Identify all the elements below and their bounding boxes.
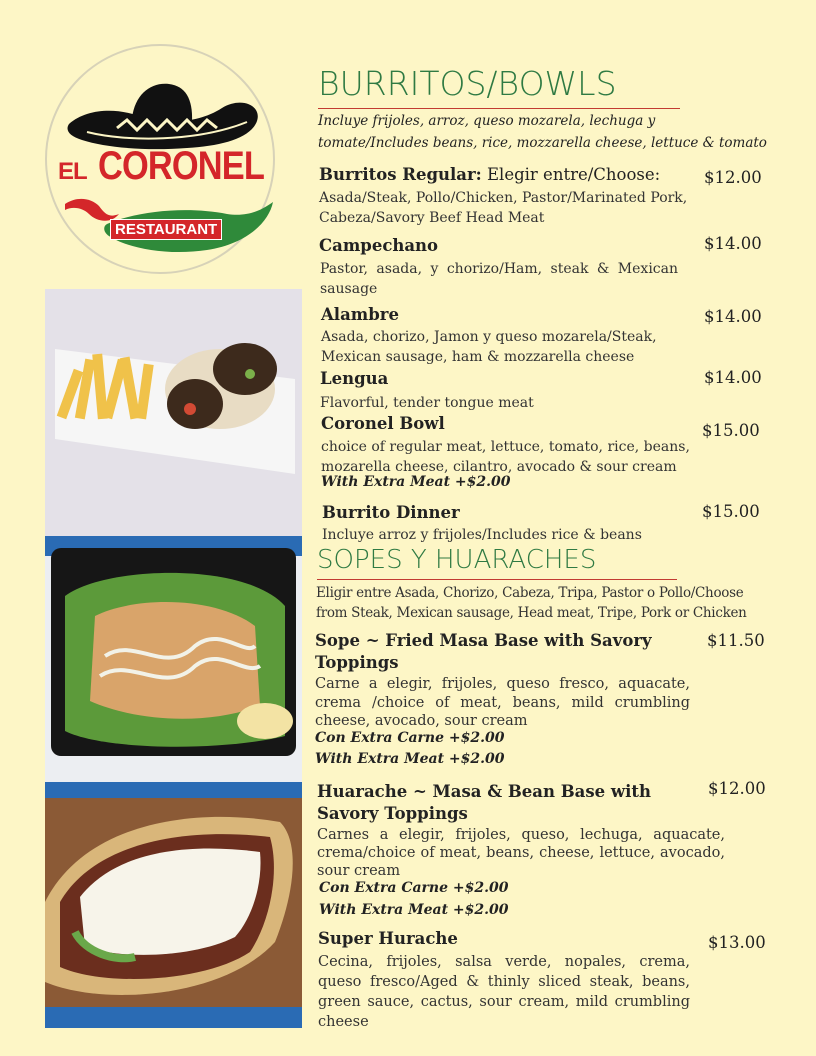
menu-item-name: Huarache ~ Masa & Bean Base with Savory Toppings: [317, 782, 651, 823]
menu-item-description: Cecina, frijoles, salsa verde, nopales, crema, queso fresco/Aged & thinly sliced steak, beans, green sauce, cactus, sour cream, mild crumbling cheese: [318, 954, 690, 1030]
menu-item-name: Super Hurache: [318, 929, 458, 948]
logo-el-text: EL: [58, 158, 87, 185]
menu-item-name: Coronel Bowl: [321, 414, 445, 433]
menu-item-price: $12.00: [704, 168, 762, 187]
menu-item-description: choice of regular meat, lettuce, tomato, rice, beans, mozarella cheese, cilantro, avocado & sour cream: [321, 439, 690, 475]
title-underline: [318, 108, 680, 109]
menu-item-price: $13.00: [708, 933, 766, 952]
coronel-bowl-photo: [45, 536, 302, 782]
huarache-photo: [45, 782, 302, 1028]
menu-item-description: Carne a elegir, frijoles, queso fresco, aquacate, crema /choice of meat, beans, mild crumbling cheese, avocado, sour cream: [315, 676, 690, 729]
menu-item-price: $11.50: [707, 631, 765, 650]
menu-item-description: Flavorful, tender tongue meat: [320, 395, 534, 411]
sopes-note: Eligir entre Asada, Chorizo, Cabeza, Tripa, Pastor o Pollo/Choose from Steak, Mexican sausage, Head meat, Tripe, Pork or Chicken: [316, 585, 747, 621]
extra-option: With Extra Meat +$2.00: [319, 902, 509, 918]
menu-item-name: Lengua: [320, 369, 389, 388]
menu-item-name: Alambre: [321, 305, 399, 324]
logo-restaurant-text: RESTAURANT: [110, 219, 222, 240]
extra-option: With Extra Meat +$2.00: [315, 751, 505, 767]
menu-item-description: Asada, chorizo, Jamon y queso mozarela/Steak, Mexican sausage, ham & mozzarella cheese: [321, 329, 657, 365]
logo-name-text: CORONEL: [98, 144, 264, 188]
title-underline: [317, 579, 677, 580]
menu-item-description: Pastor, asada, y chorizo/Ham, steak & Mexican sausage: [320, 261, 678, 297]
menu-item-price: $15.00: [702, 421, 760, 440]
extra-option: With Extra Meat +$2.00: [321, 474, 511, 490]
menu-item-name: Burrito Dinner: [322, 503, 460, 522]
menu-item-description: Carnes a elegir, frijoles, queso, lechuga, aquacate, crema/choice of meat, beans, cheese, lettuce, avocado, sour cream: [317, 827, 725, 879]
section-title-burritos: BURRITOS/BOWLS: [318, 64, 617, 103]
extra-option: Con Extra Carne +$2.00: [319, 880, 509, 896]
menu-item-price: $14.00: [704, 368, 762, 387]
menu-item-price: $14.00: [704, 234, 762, 253]
section-title-sopes: SOPES Y HUARACHES: [317, 545, 597, 575]
menu-item-name: Campechano: [319, 236, 439, 255]
menu-item-description: Incluye arroz y frijoles/Includes rice & beans: [322, 527, 642, 543]
burrito-photo: [45, 289, 302, 536]
menu-item-price: $12.00: [708, 779, 766, 798]
menu-item-name: Burritos Regular: Elegir entre/Choose:: [319, 165, 661, 184]
menu-item-price: $15.00: [702, 502, 760, 521]
menu-item-description: Asada/Steak, Pollo/Chicken, Pastor/Marinated Pork, Cabeza/Savory Beef Head Meat: [319, 190, 688, 226]
extra-option: Con Extra Carne +$2.00: [315, 730, 505, 746]
menu-item-price: $14.00: [704, 307, 762, 326]
menu-item-name: Sope ~ Fried Masa Base with Savory Toppings: [315, 631, 652, 672]
burritos-note: Incluye frijoles, arroz, queso mozarela, lechuga y tomate/Includes beans, rice, mozzarella cheese, lettuce & tomato: [318, 113, 767, 151]
